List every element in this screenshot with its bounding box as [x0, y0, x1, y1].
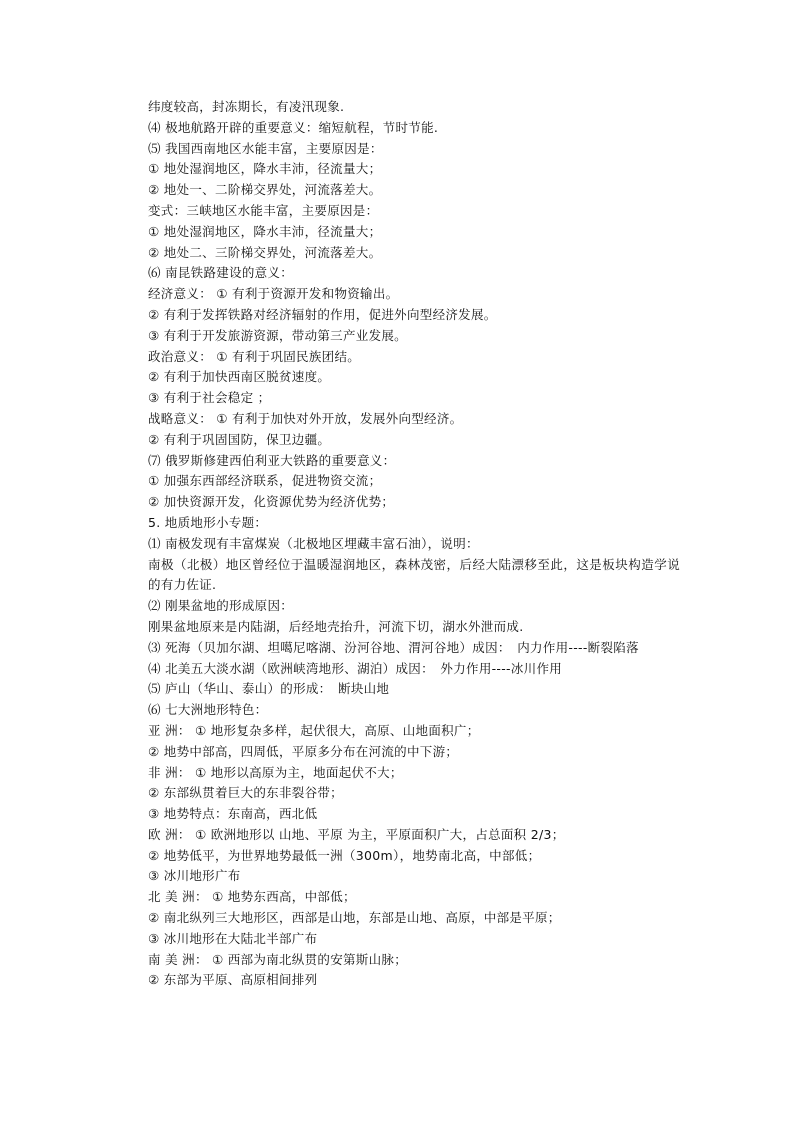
text-line: 纬度较高，封冻期长，有凌汛现象.	[148, 99, 345, 114]
text-line: ⑴ 南极发现有丰富煤炭（北极地区埋藏丰富石油），说明：	[148, 535, 479, 551]
text-line: ⑹ 七大洲地形特色：	[148, 702, 268, 718]
text-line: ② 有利于巩固国防，保卫边疆。	[148, 431, 331, 447]
document-body	[118, 97, 680, 991]
text-line: ② 有利于加快西南区脱贫速度。	[148, 369, 331, 385]
text-line: 刚果盆地原来是内陆湖，后经地壳抬升，河流下切，湖水外泄而成.	[148, 618, 524, 634]
text-line: ① 地处湿润地区，降水丰沛，径流量大；	[148, 223, 382, 239]
text-line: ② 东部为平原、高原相间排列	[148, 972, 318, 988]
text-line: ① 加强东西部经济联系，促进物资交流；	[148, 473, 382, 489]
text-line: ⑹ 南昆铁路建设的意义：	[148, 265, 294, 281]
text-line: ③ 冰川地形广布	[148, 868, 241, 884]
text-line: ③ 地势特点：东南高，西北低	[148, 806, 318, 822]
text-line: 北 美 洲： ① 地势东西高，中部低；	[148, 889, 356, 905]
text-line: ⑺ 俄罗斯修建西伯利亚大铁路的重要意义：	[148, 452, 396, 468]
text-line: ② 地处一、二阶梯交界处，河流落差大。	[148, 182, 382, 198]
text-line: ⑸ 庐山（华山、泰山）的形成： 断块山地	[148, 681, 390, 697]
text-line: 5. 地质地形小专题：	[148, 514, 268, 530]
text-line: ③ 冰川地形在大陆北半部广布	[148, 930, 318, 946]
text-paragraph: ⑶ 死海（贝加尔湖、坦噶尼喀湖、汾河谷地、渭河谷地）成因： 内力作用----断裂陷落	[148, 639, 639, 655]
text-line: 变式：三峡地区水能丰富，主要原因是：	[148, 202, 379, 218]
text-line: ② 地势中部高，四周低，平原多分布在河流的中下游；	[148, 743, 459, 759]
text-line: ⑷ 极地航路开辟的重要意义：缩短航程，节时节能.	[148, 119, 439, 135]
text-line: 非 洲： ① 地形以高原为主，地面起伏不大；	[148, 764, 403, 780]
text-line: ③ 有利于社会稳定 ；	[148, 390, 271, 406]
text-line: 亚 洲： ① 地形复杂多样，起伏很大，高原、山地面积广；	[148, 722, 480, 738]
text-line: ⑸ 我国西南地区水能丰富，主要原因是：	[148, 140, 383, 156]
text-line: 欧 洲： ① 欧洲地形以 山地、平原 为主，平原面积广大，占总面积 2/3；	[148, 826, 565, 842]
text-line: 南 美 洲： ① 西部为南北纵贯的安第斯山脉；	[148, 951, 408, 967]
text-line: ⑷ 北美五大淡水湖（欧洲峡湾地形、湖泊）成因： 外力作用----冰川作用	[148, 660, 563, 676]
text-line: 经济意义： ① 有利于资源开发和物资输出。	[148, 286, 399, 302]
text-line: 战略意义： ① 有利于加快对外开放，发展外向型经济。	[148, 410, 463, 426]
text-line: ② 地势低平，为世界地势最低一洲（300m），地势南北高，中部低；	[148, 847, 541, 863]
text-paragraph: 南极（北极）地区曾经位于温暖湿润地区，森林茂密，后经大陆漂移至此，这是板块构造学说的有力佐证.	[148, 556, 680, 593]
text-line: ① 地处湿润地区，降水丰沛，径流量大；	[148, 161, 382, 177]
text-line: ② 东部纵贯着巨大的东非裂谷带；	[148, 785, 343, 801]
text-line: ③ 有利于开发旅游资源，带动第三产业发展。	[148, 327, 407, 343]
text-line: ② 南北纵列三大地形区，西部是山地，东部是山地、高原，中部是平原；	[148, 910, 561, 926]
text-line: 政治意义： ① 有利于巩固民族团结。	[148, 348, 361, 364]
text-line: ② 地处二、三阶梯交界处，河流落差大。	[148, 244, 382, 260]
text-line: ② 有利于发挥铁路对经济辐射的作用，促进外向型经济发展。	[148, 306, 497, 322]
text-line: ② 加快资源开发，化资源优势为经济优势；	[148, 494, 395, 510]
text-line: ⑵ 刚果盆地的形成原因：	[148, 598, 294, 614]
